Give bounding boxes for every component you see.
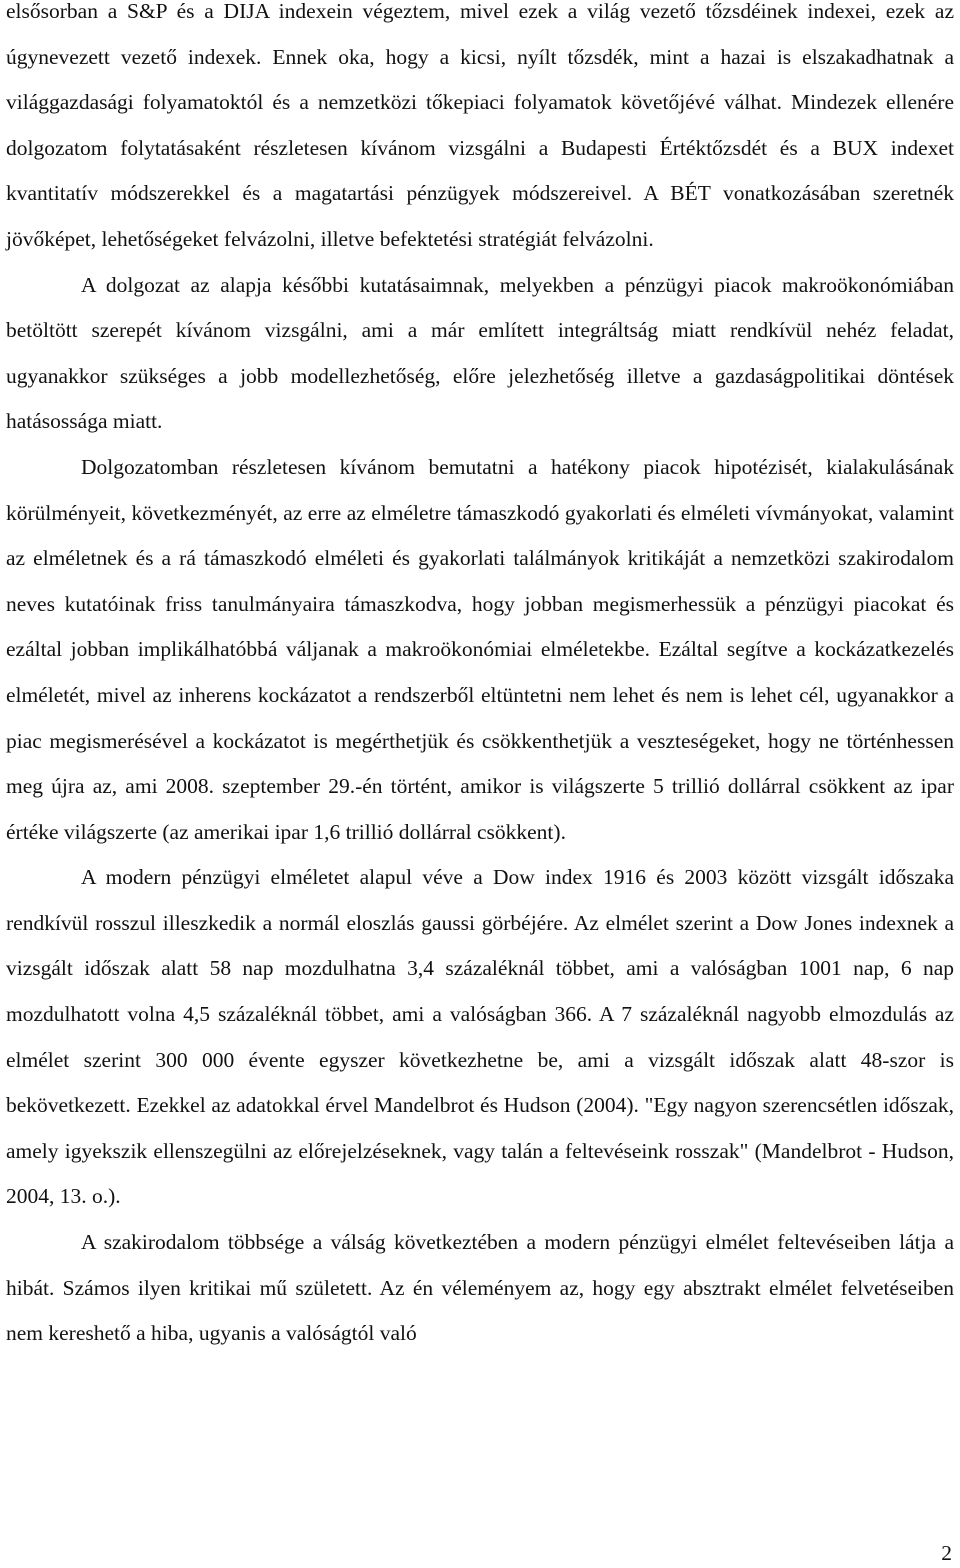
paragraph-1: elsősorban a S&P és a DIJA indexein végeztem, mivel ezek a világ vezető tőzsdéinek indexei, ezek az úgynevezett vezető indexek. Ennek oka, hogy a kicsi, nyílt tőzsdék, mint a hazai is elszakadhatnak a világgazdasági folyamatoktól és a nemzetközi tőkepiaci folyamatok követőjévé válhat. Mindezek ellenére dolgozatom folytatásaként részletesen kívánom vizsgálni a Budapesti Értéktőzsdét és a BUX indexet kvantitatív módszerekkel és a magatartási pénzügyek módszereivel. A BÉT vonatkozásában szeretnék jövőképet, lehetőségeket felvázolni, illetve befektetési stratégiát felvázolni. [6, 0, 954, 251]
document-page [6, 0, 954, 1357]
paragraph-5: A szakirodalom többsége a válság következtében a modern pénzügyi elmélet feltevéseiben látja a hibát. Számos ilyen kritikai mű született. Az én véleményem az, hogy egy absztrakt elmélet felvetéseiben nem kereshető a hiba, ugyanis a valóságtól való [6, 1230, 954, 1346]
paragraph-2: A dolgozat az alapja későbbi kutatásaimnak, melyekben a pénzügyi piacok makroökonómiában betöltött szerepét kívánom vizsgálni, ami a már említett integráltság miatt rendkívül nehéz feladat, ugyanakkor szükséges a jobb modellezhetőség, előre jelezhetőség illetve a gazdaságpolitikai döntések hatásossága miatt. [6, 272, 954, 434]
page-number: 2 [941, 1541, 952, 1565]
paragraph-3: Dolgozatomban részletesen kívánom bemutatni a hatékony piacok hipotézisét, kialakulásának körülményeit, következményét, az erre az elméletre támaszkodó gyakorlati és elméleti vívmányokat, valamint az elméletnek és a rá támaszkodó elméleti és gyakorlati találmányok kritikáját a nemzetközi szakirodalom neves kutatóinak friss tanulmányaira támaszkodva, hogy jobban megismerhessük a pénzügyi piacokat és ezáltal jobban implikálhatóbbá váljanak a makroökonómiai elméletekbe. Ezáltal segítve a kockázatkezelés elméletét, mivel az inherens kockázatot a rendszerből eltüntetni nem lehet és nem is lehet cél, ugyanakkor a piac megismerésével a kockázatot is megérthetjük és csökkenthetjük a veszteségeket, hogy ne történhessen meg újra az, ami 2008. szeptember 29.-én történt, amikor is világszerte 5 trillió dollárral csökkent az ipar értéke világszerte (az amerikai ipar 1,6 trillió dollárral csökkent). [6, 454, 954, 844]
paragraph-4: A modern pénzügyi elméletet alapul véve a Dow index 1916 és 2003 között vizsgált időszaka rendkívül rosszul illeszkedik a normál eloszlás gaussi görbéjére. Az elmélet szerint a Dow Jones indexnek a vizsgált időszak alatt 58 nap mozdulhatna 3,4 százaléknál többet, ami a valóságban 1001 nap, 6 nap mozdulhatott volna 4,5 százaléknál többet, ami a valóságban 366. A 7 százaléknál nagyobb elmozdulás az elmélet szerint 300 000 évente egyszer következhetne be, ami a vizsgált időszak alatt 48-szor is bekövetkezett. Ezekkel az adatokkal érvel Mandelbrot és Hudson (2004). "Egy nagyon szerencsétlen időszak, amely igyekszik ellenszegülni az előrejelzéseknek, vagy talán a feltevéseink rosszak" (Mandelbrot - Hudson, 2004, 13. o.). [6, 865, 954, 1209]
